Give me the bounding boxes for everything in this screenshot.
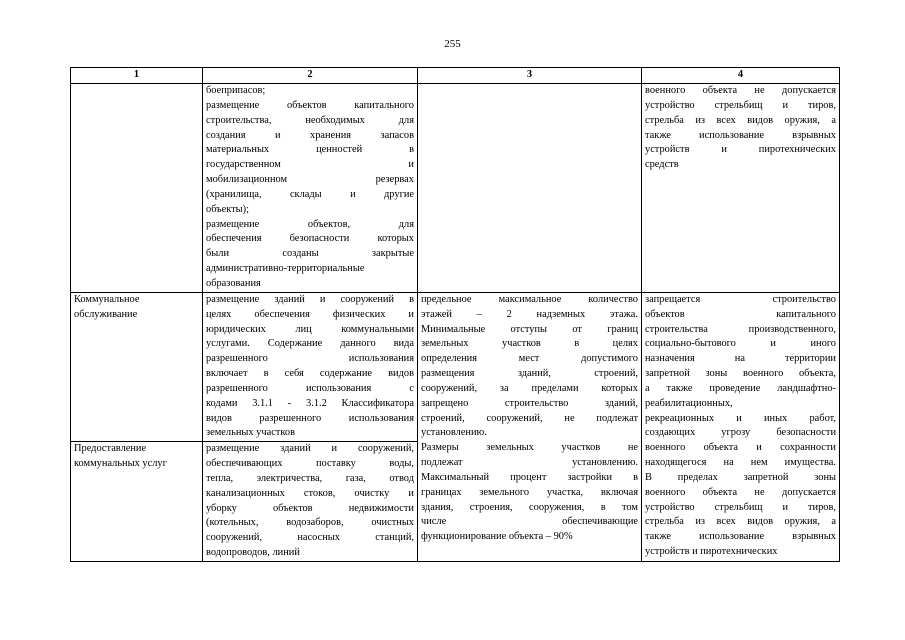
line-list [206, 293, 414, 441]
text-line: этажей – 2 надземных этажа. [421, 308, 638, 320]
text-line: видов разрешенного использования [206, 412, 414, 424]
use-type-name: Предоставление коммунальных услуг [71, 442, 203, 562]
column-header: 4 [642, 68, 840, 84]
use-type-name: Коммунальное обслуживание [71, 292, 203, 441]
text-line: разрешенного использования [206, 353, 414, 365]
text-line: размещение объектов, для [206, 218, 414, 230]
text-line: стрельба из всех видов оружия, а [645, 516, 836, 528]
text-line: находящегося на нем имущества. [645, 457, 836, 469]
text-line: размещение зданий и сооружений, [206, 443, 414, 455]
table-header-row [71, 68, 840, 84]
restrictions-cell [642, 84, 840, 293]
line-list [206, 442, 414, 561]
text-line: земельных участков [206, 427, 295, 439]
text-line: объекты); [206, 203, 249, 215]
text-line: включает в себя содержание видов [206, 368, 414, 380]
text-line: разрешенного использования с [206, 382, 414, 394]
text-line: сооружений, за пределами которых [421, 382, 638, 394]
page-number: 255 [444, 38, 461, 50]
text-line: числе обеспечивающие [421, 516, 638, 528]
text-line: рекреационных и иных работ, [645, 412, 836, 424]
text-line: стрельба из всех видов оружия, а [645, 114, 836, 126]
text-line: тепла, электричества, газа, отвод [206, 472, 414, 484]
text-line: уборку объектов недвижимости [206, 502, 414, 514]
text-line: запретной зоны военного объекта, [645, 368, 836, 380]
text-line: запрещено строительство зданий, [421, 397, 638, 409]
text-line: предельное максимальное количество [421, 293, 638, 305]
text-line: юридических лиц коммунальными [206, 323, 414, 335]
text-line: функционирование объекта – 90% [421, 531, 573, 543]
text-line: боеприпасов; [206, 85, 266, 96]
text-line: а также проведение ландшафтно- [645, 382, 836, 394]
line-list [421, 293, 638, 545]
text-line: создающих угрозу безопасности [645, 427, 836, 439]
text-line: строительства производственного, [645, 323, 836, 335]
column-header: 1 [71, 68, 203, 84]
text-line: создания и хранения запасов [206, 129, 414, 141]
text-line: (хранилища, склады и другие [206, 188, 414, 200]
text-line: строений, сооружений, не подлежат [421, 412, 638, 424]
table-row [71, 84, 840, 293]
column-header: 3 [418, 68, 642, 84]
text-line: определения мест допустимого [421, 353, 638, 365]
column-header: 2 [203, 68, 418, 84]
text-line: устройство стрельбищ и тиров, [645, 501, 836, 513]
text-line: кодами 3.1.1 - 3.1.2 Классификатора [206, 397, 414, 409]
text-line: обеспечения безопасности которых [206, 233, 414, 245]
text-line: сооружений, насосных станций, [206, 532, 414, 544]
text-line: средств [645, 159, 679, 171]
text-line: Размеры земельных участков не [421, 442, 638, 454]
text-line: материальных ценностей в [206, 144, 414, 156]
text-line: административно-территориальные [206, 263, 365, 275]
text-line: реабилитационных, [645, 397, 733, 409]
text-line: образования [206, 277, 261, 289]
text-line: военного объекта не допускается [645, 85, 836, 96]
zoning-table [70, 67, 840, 562]
line-list [206, 84, 414, 292]
text-line: военного объекта не допускается [645, 486, 836, 498]
permitted-use-description [203, 442, 418, 562]
text-line: здания, строения, сооружения, в том [421, 501, 638, 513]
text-line: также использование взрывных [645, 129, 836, 141]
text-line: социально-бытового и иного [645, 338, 836, 350]
text-line: размещение зданий и сооружений в [206, 293, 414, 305]
text-line: государственном и [206, 159, 414, 171]
line-list [645, 84, 836, 173]
text-line: запрещается строительство [645, 293, 836, 305]
table-row [71, 292, 840, 441]
text-line: устройств и пиротехнических [645, 144, 836, 156]
text-line: устройство стрельбищ и тиров, [645, 99, 836, 111]
text-line: В пределах запретной зоны [645, 471, 836, 483]
text-line: обеспечивающих поставку воды, [206, 458, 414, 470]
text-line: границах земельного участка, включая [421, 486, 638, 498]
text-line: водопроводов, линий [206, 547, 300, 559]
text-line: устройств и пиротехнических [645, 546, 778, 558]
text-line: подлежат установлению. [421, 457, 638, 469]
line-list [645, 293, 836, 560]
text-line: строительства, необходимых для [206, 114, 414, 126]
text-line: были созданы закрытые [206, 248, 414, 260]
text-line: военного объекта и сохранности [645, 442, 836, 454]
text-line: Минимальные отступы от границ [421, 323, 638, 335]
text-line: земельных участков в целях [421, 338, 638, 350]
text-line: также использование взрывных [645, 531, 836, 543]
text-line: услугами. Содержание данного вида [206, 338, 414, 350]
restrictions-cell [642, 292, 840, 561]
construction-parameters-cell [418, 292, 642, 561]
text-line: размещение объектов капитального [206, 99, 414, 111]
text-line: назначения на территории [645, 353, 836, 365]
empty-cell [418, 84, 642, 293]
text-line: объектов капитального [645, 308, 836, 320]
permitted-use-description [203, 292, 418, 441]
text-line: Максимальный процент застройки в [421, 471, 638, 483]
empty-cell [71, 84, 203, 293]
text-line: мобилизационном резервах [206, 174, 414, 186]
permitted-use-description [203, 84, 418, 293]
text-line: размещения зданий, строений, [421, 368, 638, 380]
text-line: установлению. [421, 427, 487, 439]
text-line: канализационных стоков, очистку и [206, 487, 414, 499]
text-line: целях обеспечения физических и [206, 308, 414, 320]
text-line: (котельных, водозаборов, очистных [206, 517, 414, 529]
